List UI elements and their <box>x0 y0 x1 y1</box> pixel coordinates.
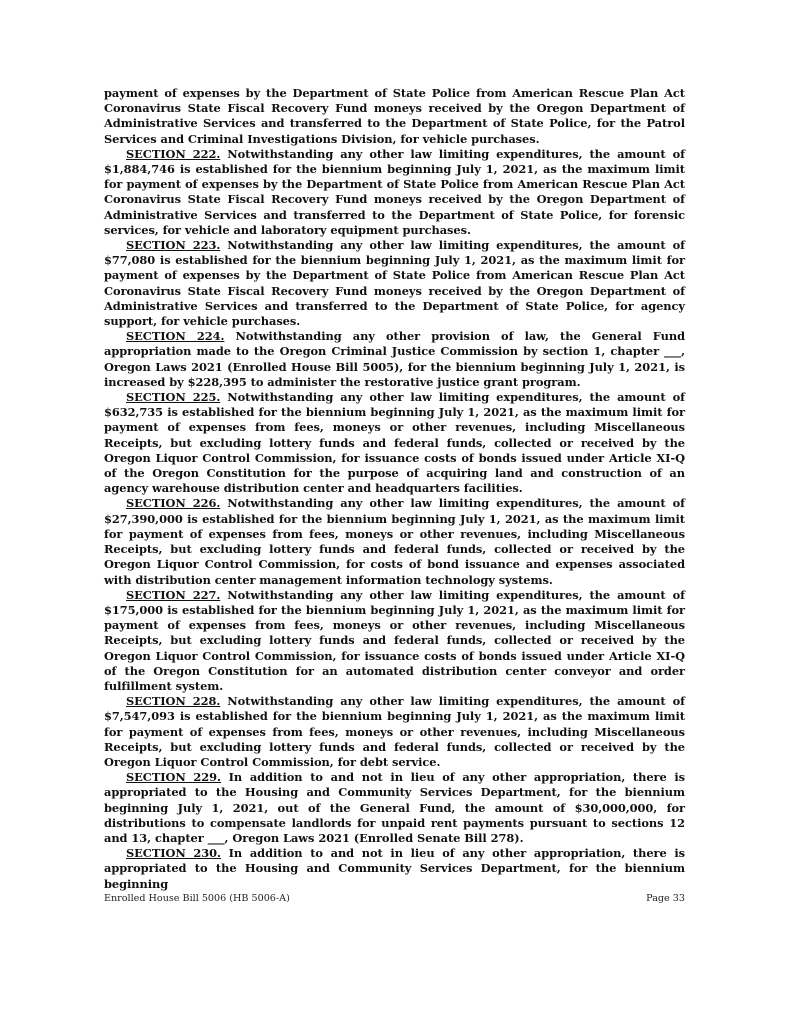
section-label: SECTION 225. <box>126 390 221 405</box>
section-225-paragraph <box>104 390 685 496</box>
section-label: SECTION 222. <box>126 146 221 161</box>
section-229-paragraph <box>104 770 685 846</box>
section-223-paragraph <box>104 238 685 329</box>
section-text: Notwithstanding any other law limiting expenditures, the amount of $632,735 is established for the biennium beginning July 1, 2021, as the maximum limit for payment of expenses from fees, moneys or other revenues, including Miscellaneous Receipts, but excluding lottery funds and federal funds, collected or received by the Oregon Liquor Control Commission, for issuance costs of bonds issued under Article XI-Q of the Oregon Constitution for the purpose of acquiring land and construction of an agency warehouse distribution center and headquarters facilities. <box>104 390 685 496</box>
bill-text-body <box>104 86 685 892</box>
page-number: Page 33 <box>646 893 685 904</box>
section-227-paragraph <box>104 588 685 694</box>
section-label: SECTION 226. <box>126 496 221 511</box>
section-label: SECTION 230. <box>126 846 221 861</box>
section-text: Notwithstanding any other law limiting expenditures, the amount of $27,390,000 is established for the biennium beginning July 1, 2021, as the maximum limit for payment of expenses from fees, moneys or other revenues, including Miscellaneous Receipts, but excluding lottery funds and federal funds, collected or received by the Oregon Liquor Control Commission, for costs of bond issuance and expenses associated with distribution center management information technology systems. <box>104 496 685 587</box>
section-text: In addition to and not in lieu of any other appropriation, there is appropriated to the Housing and Community Services Department, for the biennium beginning <box>104 846 685 891</box>
section-226-paragraph <box>104 496 685 587</box>
section-text: In addition to and not in lieu of any other appropriation, there is appropriated to the Housing and Community Services Department, for the biennium beginning July 1, 2021, out of the General Fund, the amount of $30,000,000, for distributions to compensate landlords for unpaid rent payments pursuant to sections 12 and 13, chapter ___, Oregon Laws 2021 (Enrolled Senate Bill 278). <box>104 770 685 845</box>
section-label: SECTION 227. <box>126 587 221 602</box>
section-text: Notwithstanding any other provision of law, the General Fund appropriation made to the Oregon Criminal Justice Commission by section 1, chapter ___, Oregon Laws 2021 (Enrolled House Bill 5005), for the biennium beginning July 1, 2021, is increased by $228,395 to administer the restorative justice grant program. <box>104 329 685 389</box>
section-text: Notwithstanding any other law limiting expenditures, the amount of $7,547,093 is established for the biennium beginning July 1, 2021, as the maximum limit for payment of expenses from fees, moneys or other revenues, including Miscellaneous Receipts, but excluding lottery funds and federal funds, collected or received by the Oregon Liquor Control Commission, for debt service. <box>104 694 685 769</box>
section-228-paragraph <box>104 694 685 770</box>
section-230-paragraph <box>104 846 685 892</box>
continuation-paragraph: payment of expenses by the Department of State Police from American Rescue Plan Act Coronavirus State Fiscal Recovery Fund moneys received by the Oregon Department of Administrative Services and transferred to the Department of State Police, for the Patrol Services and Criminal Investigations Division, for vehicle purchases. <box>104 86 685 146</box>
section-224-paragraph <box>104 329 685 390</box>
section-text: Notwithstanding any other law limiting expenditures, the amount of $77,080 is established for the biennium beginning July 1, 2021, as the maximum limit for payment of expenses by the Department of State Police from American Rescue Plan Act Coronavirus State Fiscal Recovery Fund moneys received by the Oregon Department of Administrative Services and transferred to the Department of State Police, for agency support, for vehicle purchases. <box>104 238 685 329</box>
bill-identifier: Enrolled House Bill 5006 (HB 5006-A) <box>104 893 290 904</box>
section-text: Notwithstanding any other law limiting expenditures, the amount of $175,000 is established for the biennium beginning July 1, 2021, as the maximum limit for payment of expenses from fees, moneys or other revenues, including Miscellaneous Receipts, but excluding lottery funds and federal funds, collected or received by the Oregon Liquor Control Commission, for issuance costs of bonds issued under Article XI-Q of the Oregon Constitution for an automated distribution center conveyor and order fulfillment system. <box>104 587 685 693</box>
section-text: Notwithstanding any other law limiting expenditures, the amount of $1,884,746 is established for the biennium beginning July 1, 2021, as the maximum limit for payment of expenses by the Department of State Police from American Rescue Plan Act Coronavirus State Fiscal Recovery Fund moneys received by the Oregon Department of Administrative Services and transferred to the Department of State Police, for forensic services, for vehicle and laboratory equipment purchases. <box>104 146 685 237</box>
section-label: SECTION 223. <box>126 238 221 253</box>
section-222-paragraph <box>104 147 685 238</box>
section-label: SECTION 228. <box>126 694 221 709</box>
section-label: SECTION 224. <box>126 329 225 344</box>
section-label: SECTION 229. <box>126 770 221 785</box>
